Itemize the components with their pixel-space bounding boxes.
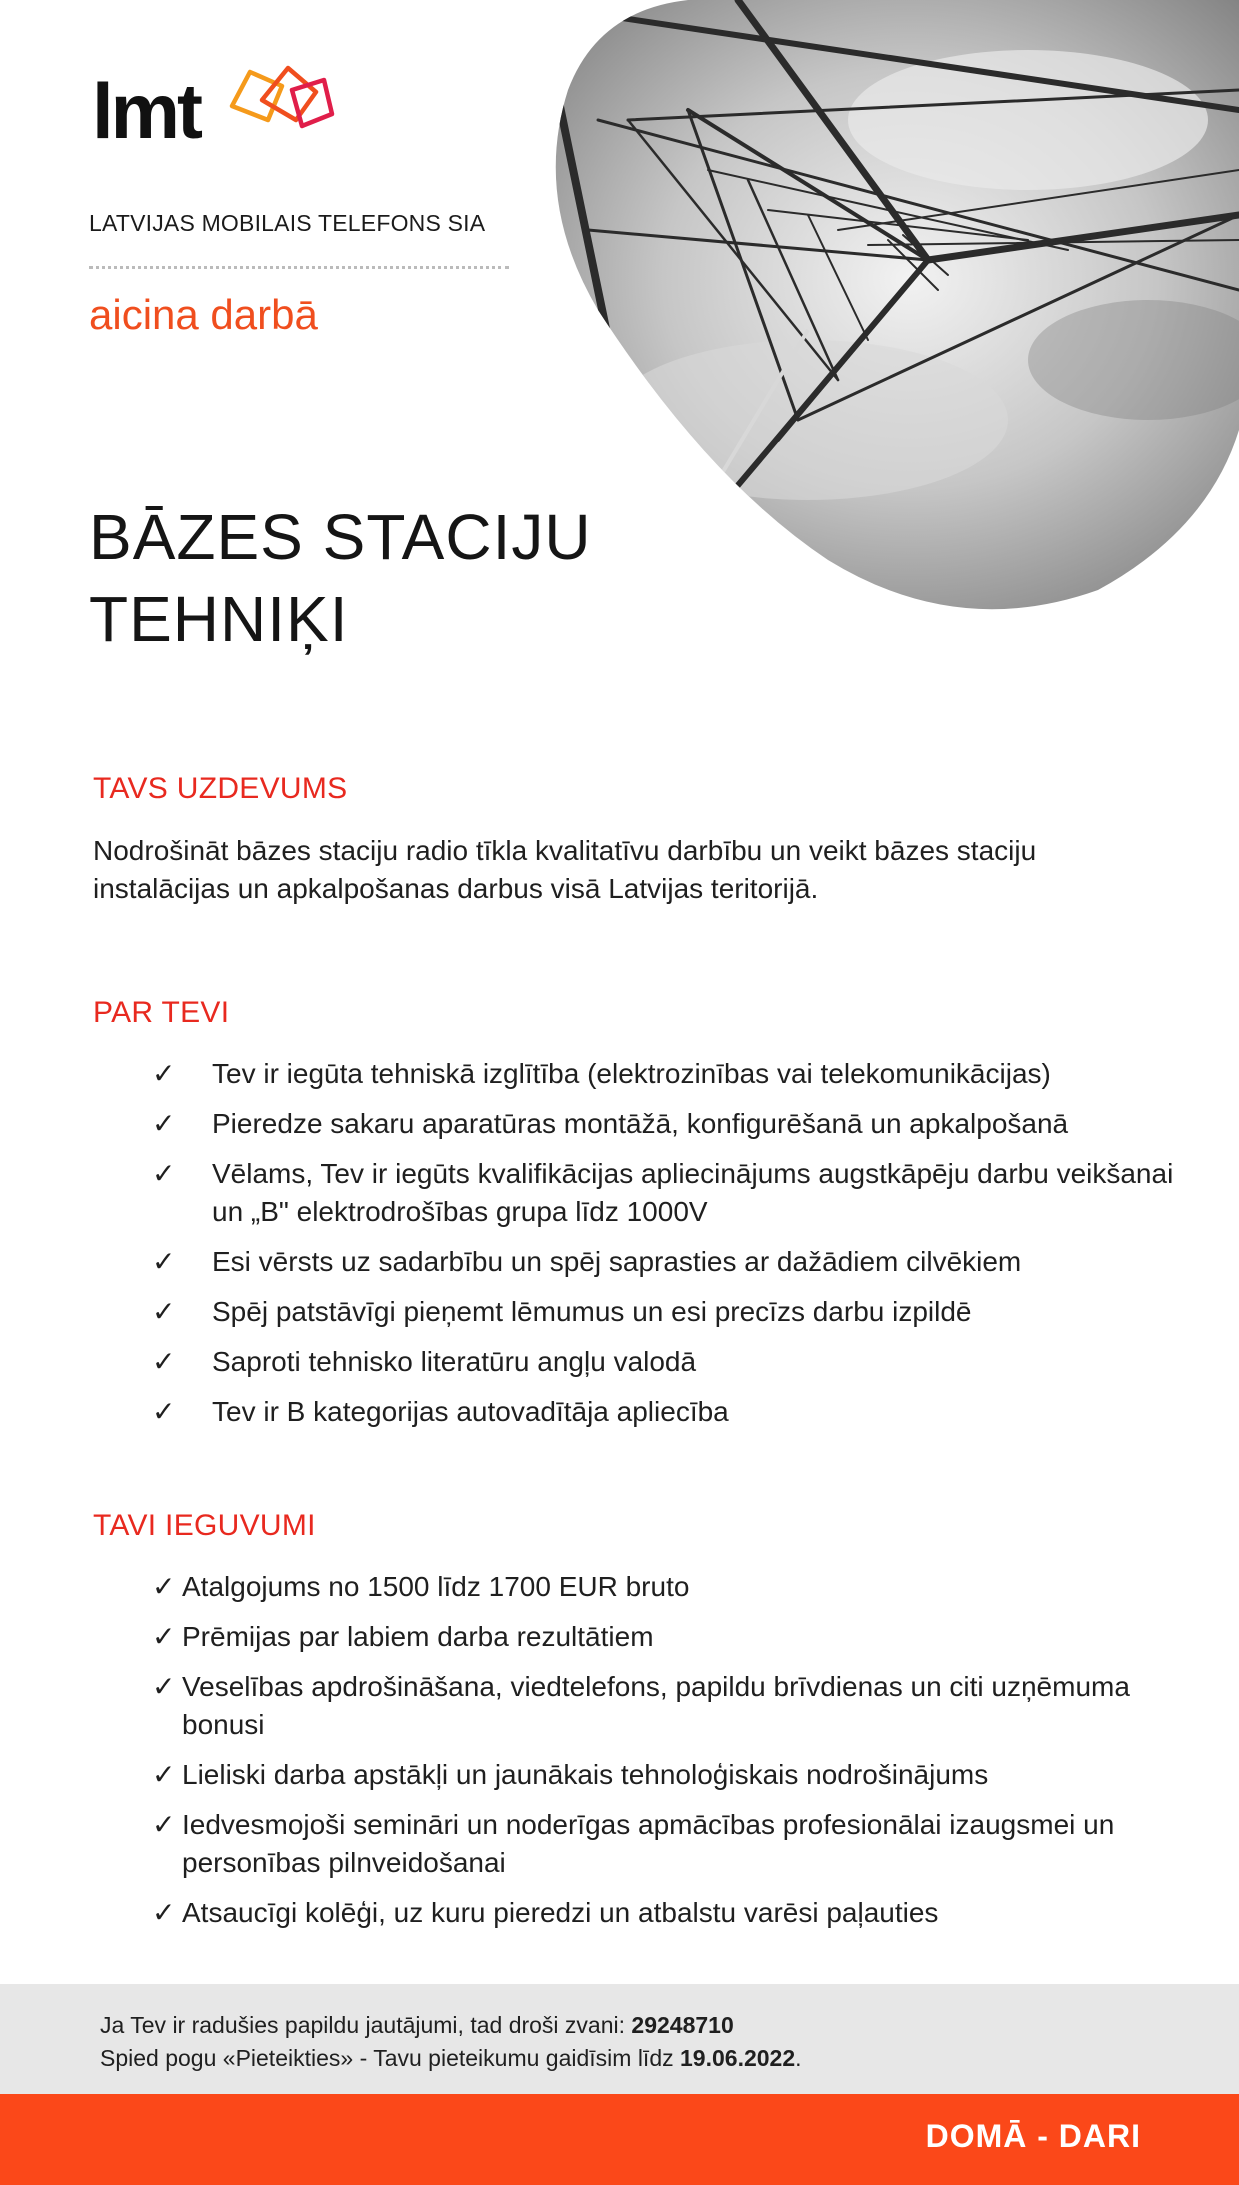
company-name: LATVIJAS MOBILAIS TELEFONS SIA [89, 210, 486, 236]
check-icon: ✓ [152, 1809, 176, 1840]
about-list [152, 1055, 1192, 1443]
check-icon: ✓ [152, 1897, 176, 1928]
check-icon: ✓ [152, 1621, 176, 1652]
deadline-date: 19.06.2022 [680, 2045, 796, 2071]
dotted-divider [89, 266, 509, 269]
invite-text: aicina darbā [89, 291, 318, 338]
contact-phone-label: Ja Tev ir radušies papildu jautājumi, tad droši zvani: [100, 2012, 632, 2038]
list-item [152, 1806, 1192, 1882]
benefits-list [152, 1568, 1192, 1944]
check-icon: ✓ [152, 1158, 176, 1189]
contact-line-deadline [100, 2045, 802, 2072]
footer-slogan: DOMĀ - DARI [925, 2118, 1141, 2154]
phone-number[interactable]: 29248710 [631, 2012, 734, 2038]
list-item-text: Prēmijas par labiem darba rezultātiem [182, 1621, 654, 1652]
job-title-line2: TEHNIĶI [89, 583, 349, 655]
list-item [152, 1668, 1192, 1744]
list-item [152, 1894, 1192, 1932]
list-item [152, 1243, 1192, 1281]
hero-tower-image [508, 0, 1239, 620]
check-icon: ✓ [152, 1759, 176, 1790]
list-item-text: Saproti tehnisko literatūru angļu valodā [212, 1346, 697, 1377]
list-item [152, 1343, 1192, 1381]
logo-wordmark: lmt [92, 67, 200, 155]
footer-bar [0, 2094, 1239, 2185]
check-icon: ✓ [152, 1058, 176, 1089]
check-icon: ✓ [152, 1346, 176, 1377]
check-icon: ✓ [152, 1296, 176, 1327]
list-item-text: Esi vērsts uz sadarbību un spēj saprasties ar dažādiem cilvēkiem [212, 1246, 1022, 1277]
contact-line-phone [100, 2012, 734, 2039]
list-item-text: Atalgojums no 1500 līdz 1700 EUR bruto [182, 1571, 690, 1602]
list-item [152, 1293, 1192, 1331]
about-heading: PAR TEVI [93, 996, 230, 1029]
task-text: Nodrošināt bāzes staciju radio tīkla kvalitatīvu darbību un veikt bāzes staciju instalācijas un apkalpošanas darbus visā Latvijas teritorijā. [93, 835, 1037, 904]
list-item [152, 1568, 1192, 1606]
task-heading: TAVS UZDEVUMS [93, 772, 348, 805]
check-icon: ✓ [152, 1396, 176, 1427]
radio-tower-icon [508, 0, 1239, 620]
list-item [152, 1756, 1192, 1794]
list-item-text: Lieliski darba apstākļi un jaunākais tehnoloģiskais nodrošinājums [182, 1759, 989, 1790]
list-item [152, 1155, 1192, 1231]
job-title-line1: BĀZES STACIJU [89, 501, 592, 573]
contact-deadline-label: Spied pogu «Pieteikties» - Tavu pieteikumu gaidīsim līdz [100, 2045, 681, 2071]
list-item-text: Spēj patstāvīgi pieņemt lēmumus un esi precīzs darbu izpildē [212, 1296, 972, 1327]
list-item-text: Veselības apdrošināšana, viedtelefons, papildu brīvdienas un citi uzņēmuma bonusi [182, 1671, 1130, 1740]
list-item-text: Tev ir B kategorijas autovadītāja apliecība [212, 1396, 729, 1427]
list-item [152, 1055, 1192, 1093]
list-item-text: Atsaucīgi kolēģi, uz kuru pieredzi un atbalstu varēsi paļauties [182, 1897, 939, 1928]
lmt-logo-mark [92, 56, 352, 156]
contact-deadline-suffix: . [795, 2045, 802, 2071]
list-item [152, 1105, 1192, 1143]
check-icon: ✓ [152, 1671, 176, 1702]
check-icon: ✓ [152, 1108, 176, 1139]
check-icon: ✓ [152, 1246, 176, 1277]
benefits-heading: TAVI IEGUVUMI [93, 1509, 316, 1542]
list-item-text: Iedvesmojoši semināri un noderīgas apmācības profesionālai izaugsmei un personības pilnveidošanai [182, 1809, 1115, 1878]
list-item-text: Tev ir iegūta tehniskā izglītība (elektrozinības vai telekomunikācijas) [212, 1058, 1051, 1089]
list-item-text: Vēlams, Tev ir iegūts kvalifikācijas apliecinājums augstkāpēju darbu veikšanai un „B" elektrodrošības grupa līdz 1000V [212, 1158, 1174, 1227]
list-item-text: Pieredze sakaru aparatūras montāžā, konfigurēšanā un apkalpošanā [212, 1108, 1069, 1139]
lmt-logo [92, 56, 352, 156]
list-item [152, 1618, 1192, 1656]
contact-info-box [0, 1984, 1239, 2094]
list-item [152, 1393, 1192, 1431]
check-icon: ✓ [152, 1571, 176, 1602]
